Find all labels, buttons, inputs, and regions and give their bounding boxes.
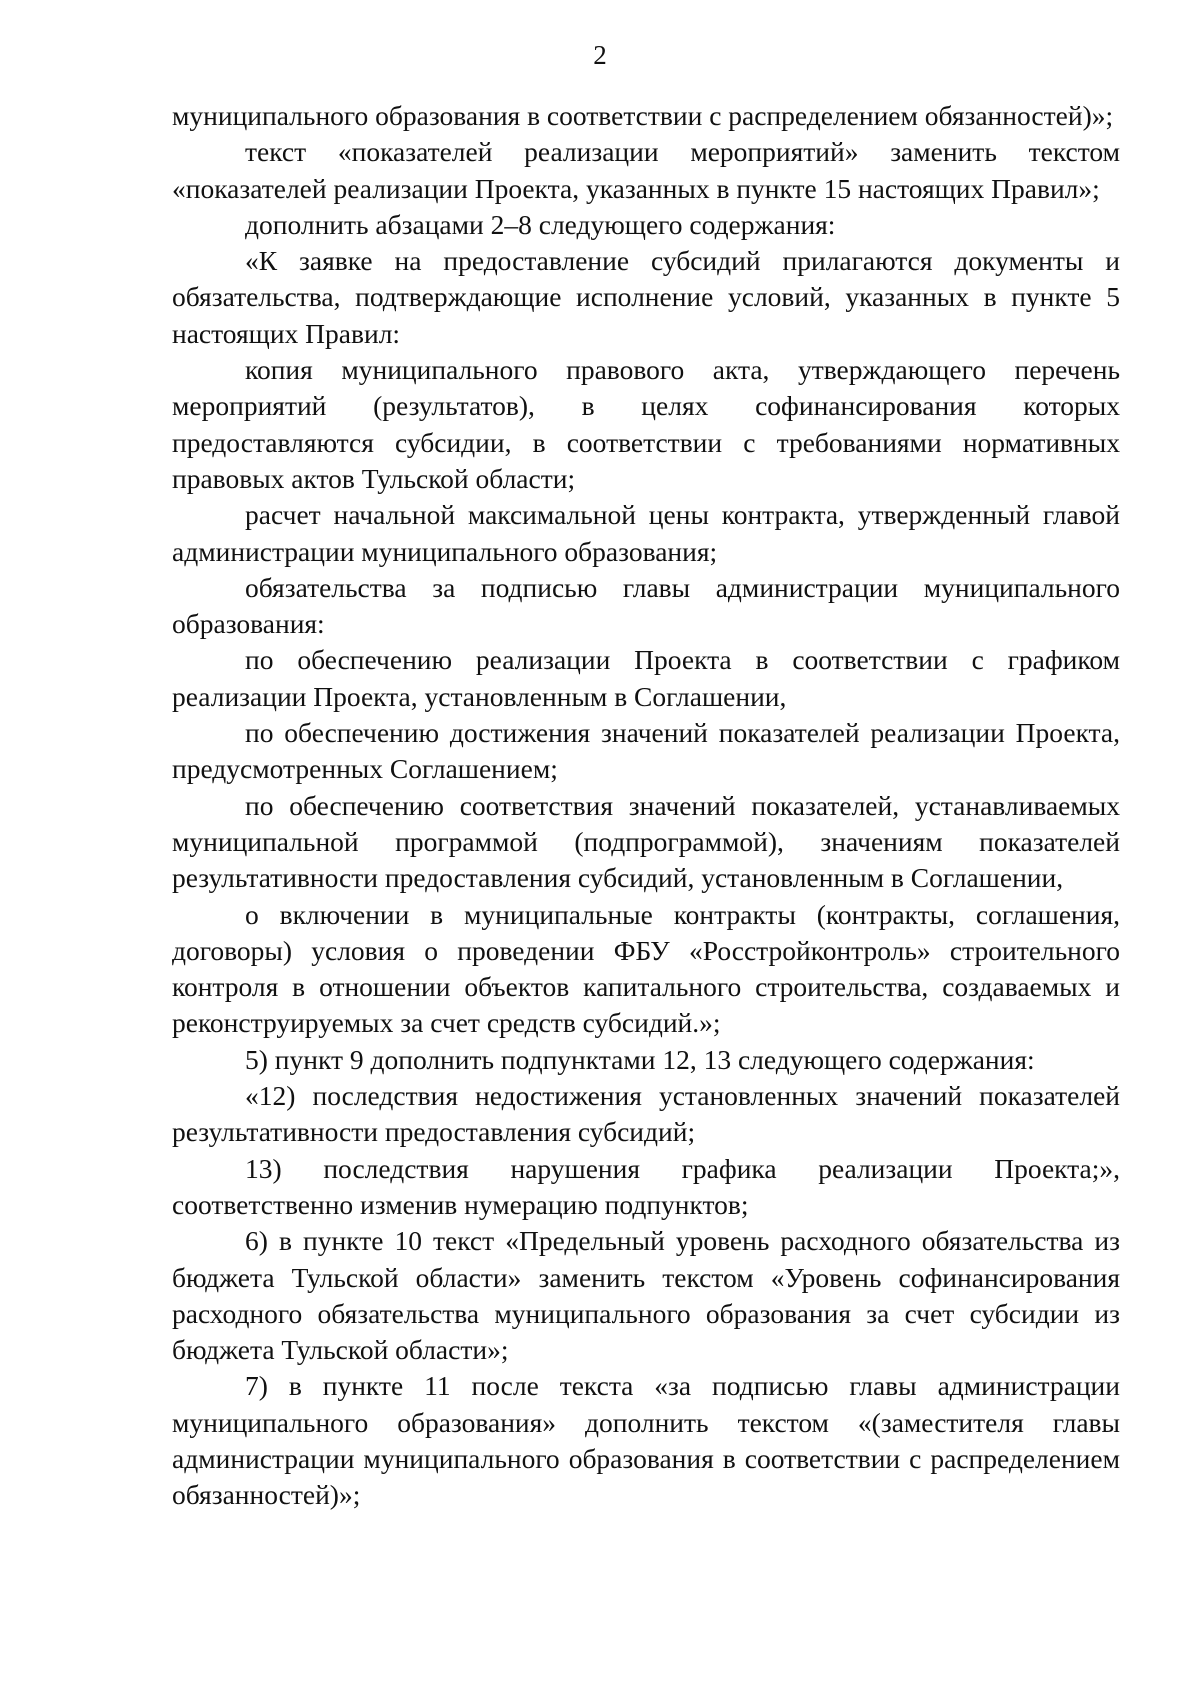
paragraph-text-replacement: текст «показателей реализации мероприятий» заменить текстом «показателей реализации Проекта, указанных в пункте 15 настоящих Правил»; bbox=[172, 136, 1120, 204]
paragraph-item-7: 7) в пункте 11 после текста «за подписью главы администрации муниципального образования» дополнить текстом «(заместителя главы администрации муниципального образования в соответствии с распределением обязанностей)»; bbox=[172, 1370, 1120, 1511]
paragraph-add-subparagraphs: дополнить абзацами 2–8 следующего содержания: bbox=[245, 208, 836, 240]
paragraph-legal-act-copy: копия муниципального правового акта, утверждающего перечень мероприятий (результатов), в целях софинансирования которых предоставляются субсидии, в соответствии с требованиями нормативных правовых актов Тульской области; bbox=[172, 354, 1120, 494]
paragraph-contract-price: расчет начальной максимальной цены контракта, утвержденный главой администрации муниципального образования; bbox=[172, 499, 1120, 567]
paragraph-application-documents: «К заявке на предоставление субсидий прилагаются документы и обязательства, подтверждающие исполнение условий, указанных в пункте 5 настоящих Правил: bbox=[172, 245, 1120, 349]
page-number: 2 bbox=[593, 40, 607, 70]
paragraph-item-6: 6) в пункте 10 текст «Предельный уровень расходного обязательства из бюджета Тульской области» заменить текстом «Уровень софинансирования расходного обязательства муниципального образования за счет субсидии из бюджета Тульской области»; bbox=[172, 1225, 1120, 1366]
paragraph-continuation: муниципального образования в соответствии с распределением обязанностей)»; bbox=[172, 100, 1114, 131]
paragraph-item-5: 5) пункт 9 дополнить подпунктами 12, 13 следующего содержания: bbox=[245, 1043, 1035, 1075]
paragraph-indicators-achievement: по обеспечению достижения значений показателей реализации Проекта, предусмотренных Соглашением; bbox=[172, 717, 1120, 785]
paragraph-subitem-13: 13) последствия нарушения графика реализации Проекта;», соответственно изменив нумерацию подпунктов; bbox=[172, 1152, 1120, 1220]
paragraph-project-schedule: по обеспечению реализации Проекта в соответствии с графиком реализации Проекта, установленным в Соглашении, bbox=[172, 644, 1120, 712]
paragraph-indicators-compliance: по обеспечению соответствия значений показателей, устанавливаемых муниципальной программой (подпрограммой), значениям показателей результативности предоставления субсидий, установленным в Соглашении, bbox=[172, 789, 1120, 894]
paragraph-obligations: обязательства за подписью главы администрации муниципального образования: bbox=[172, 571, 1120, 640]
paragraph-construction-control: о включении в муниципальные контракты (контракты, соглашения, договоры) условия о проведении ФБУ «Росстройконтроль» строительного контроля в отношении объектов капитального строительства, создаваемых и реконструируемых за счет средств субсидий.»; bbox=[172, 898, 1120, 1039]
document-body bbox=[172, 98, 1120, 1514]
paragraph-subitem-12: «12) последствия недостижения установленных значений показателей результативности предоставления субсидий; bbox=[172, 1080, 1120, 1148]
